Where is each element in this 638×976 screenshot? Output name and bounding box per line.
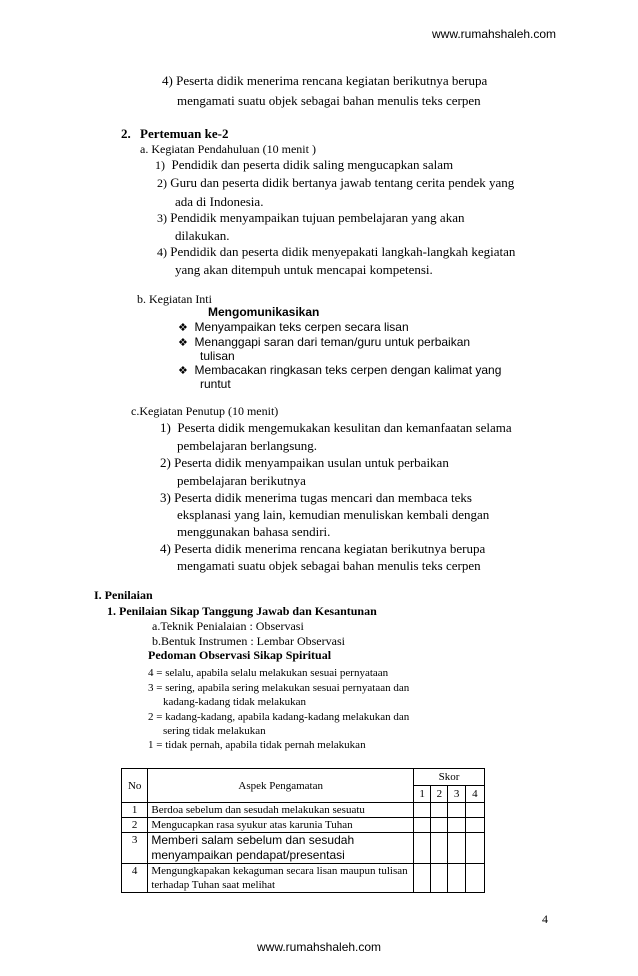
row-no: 2 [122,818,148,833]
table-row [122,818,485,833]
header-no: No [122,769,148,803]
penutup-item-2-cont: pembelajaran berikutnya [177,473,306,488]
row-no: 4 [122,864,148,893]
row-aspek: Mengungkapakan kekaguman secara lisan maupun tulisan terhadap Tuhan saat melihat [148,864,414,893]
header-url: www.rumahshaleh.com [432,27,557,41]
header-skor-3: 3 [448,786,465,803]
score-cell [414,864,431,893]
score-cell [414,833,431,864]
diamond-bullet-icon: ❖ [178,322,188,334]
pendahuluan-item-4: 4) Pendidik dan peserta didik menyepakati langkah-langkah kegiatan [157,244,516,259]
score-cell [448,803,465,818]
pendahuluan-item-4-cont: yang akan ditempuh untuk mencapai kompetensi. [175,262,433,277]
score-cell [431,818,448,833]
score-cell [431,803,448,818]
pendahuluan-item-2: 2) Guru dan peserta didik bertanya jawab tentang cerita pendek yang [157,175,515,190]
penutup-item-1-cont: pembelajaran berlangsung. [177,438,318,453]
penutup-label: c.Kegiatan Penutup (10 menit) [131,404,279,418]
penilaian-title: I. Penilaian [94,588,153,602]
row-no: 3 [122,833,148,864]
table-row [122,864,485,893]
pendahuluan-label: a. Kegiatan Pendahuluan (10 menit ) [140,142,316,156]
scale-3: 3 = sering, apabila sering melakukan sesuai pernyataan dan [148,682,410,694]
table-row [122,803,485,818]
penutup-item-4: 4) Peserta didik menerima rencana kegiatan berikutnya berupa [160,541,486,556]
score-cell [465,818,484,833]
penutup-item-1: 1) Peserta didik mengemukakan kesulitan dan kemanfaatan selama [160,420,512,435]
teknik-penilaian: a.Teknik Penialaian : Observasi [152,619,304,633]
inti-bullet-3-cont: runtut [200,377,231,391]
header-skor-4: 4 [465,786,484,803]
score-cell [465,864,484,893]
pedoman-heading: Pedoman Observasi Sikap Spiritual [148,648,332,662]
pertemuan-number: 2. [121,126,131,141]
row-aspek: Mengucapkan rasa syukur atas karunia Tuhan [148,818,414,833]
pertemuan-title: Pertemuan ke-2 [140,126,229,141]
row-no: 1 [122,803,148,818]
score-cell [448,864,465,893]
header-skor-2: 2 [431,786,448,803]
penutup-item-4-cont: mengamati suatu objek sebagai bahan menulis teks cerpen [177,558,481,573]
penutup-item-3-cont2: menggunakan bahasa sendiri. [177,524,331,539]
bentuk-instrumen: b.Bentuk Instrumen : Lembar Observasi [152,634,345,648]
score-cell [431,833,448,864]
scale-1: 1 = tidak pernah, apabila tidak pernah melakukan [148,739,366,751]
observation-table [121,768,485,893]
scale-4: 4 = selalu, apabila selalu melakukan sesuai pernyataan [148,667,389,679]
inti-heading: Mengomunikasikan [208,305,320,319]
inti-bullet-2-cont: tulisan [200,349,235,363]
scale-2-cont: sering tidak melakukan [163,725,266,737]
penilaian-subtitle: 1. Penilaian Sikap Tanggung Jawab dan Kesantunan [107,604,377,618]
page-number: 4 [542,912,548,926]
inti-bullet-3: ❖ Membacakan ringkasan teks cerpen dengan kalimat yang [178,363,502,377]
score-cell [448,818,465,833]
penutup-item-3: 3) Peserta didik menerima tugas mencari dan membaca teks [160,490,472,505]
header-skor: Skor [414,769,485,786]
diamond-bullet-icon: ❖ [178,337,188,349]
scale-3-cont: kadang-kadang tidak melakukan [163,696,306,708]
score-cell [465,803,484,818]
row-aspek: Memberi salam sebelum dan sesudah menyampaikan pendapat/presentasi [148,833,414,864]
score-cell [414,818,431,833]
inti-label: b. Kegiatan Inti [137,292,212,306]
pendahuluan-item-2-cont: ada di Indonesia. [175,194,264,209]
penutup-item-2: 2) Peserta didik menyampaikan usulan untuk perbaikan [160,455,449,470]
top-item-line1: 4) Peserta didik menerima rencana kegiatan berikutnya berupa [162,73,488,88]
penutup-item-3-cont1: eksplanasi yang lain, kemudian menuliskan kembali dengan [177,507,490,522]
diamond-bullet-icon: ❖ [178,365,188,377]
top-item-line2: mengamati suatu objek sebagai bahan menulis teks cerpen [177,93,481,108]
header-skor-1: 1 [414,786,431,803]
score-cell [414,803,431,818]
inti-bullet-1: ❖ Menyampaikan teks cerpen secara lisan [178,320,409,334]
score-cell [448,833,465,864]
pendahuluan-item-3: 3) Pendidik menyampaikan tujuan pembelajaran yang akan [157,210,465,225]
pendahuluan-item-3-cont: dilakukan. [175,228,230,243]
inti-bullet-2: ❖ Menanggapi saran dari teman/guru untuk perbaikan [178,335,471,349]
header-aspek: Aspek Pengamatan [148,769,414,803]
score-cell [431,864,448,893]
footer-url: www.rumahshaleh.com [257,940,382,954]
scale-2: 2 = kadang-kadang, apabila kadang-kadang melakukan dan [148,711,410,723]
pendahuluan-item-1: 1) Pendidik dan peserta didik saling mengucapkan salam [155,157,454,172]
score-cell [465,833,484,864]
table-row [122,833,485,864]
row-aspek: Berdoa sebelum dan sesudah melakukan sesuatu [148,803,414,818]
